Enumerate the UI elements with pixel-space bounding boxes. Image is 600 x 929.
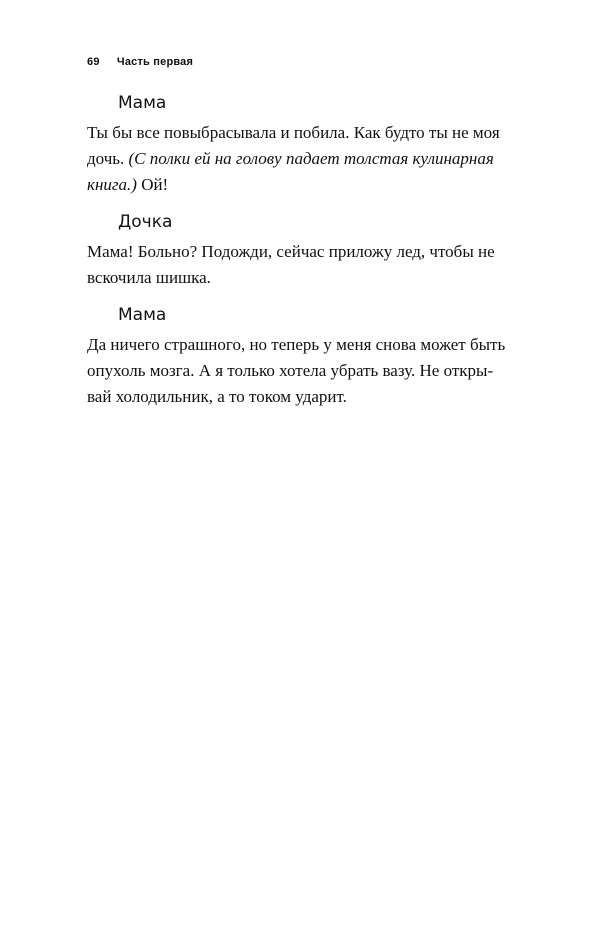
running-head: [87, 56, 193, 68]
dialogue-line: [87, 332, 517, 358]
speaker-name: Дочка: [118, 212, 173, 232]
dialogue-line: [87, 265, 517, 291]
dialogue-line: [87, 120, 517, 146]
stage-direction: (С полки ей на голову падает толстая кулинарная: [128, 149, 494, 168]
speaker-name: Мама: [118, 93, 167, 113]
dialogue-text: Ой!: [136, 175, 169, 194]
stage-direction: книга.): [87, 175, 137, 194]
dialogue-block-2: [87, 209, 517, 291]
page-body: [87, 90, 517, 421]
dialogue-text: вскочила шишка.: [87, 268, 211, 287]
dialogue-line: [87, 146, 517, 172]
dialogue-text: вай холодильник, а то током ударит.: [87, 387, 347, 406]
dialogue-text: опухоль мозга. А я только хотела убрать вазу. Не откры-: [87, 361, 494, 380]
section-title: Часть первая: [116, 56, 194, 68]
dialogue-line: [87, 239, 517, 265]
dialogue-line: [87, 358, 517, 384]
dialogue-text: дочь.: [87, 149, 129, 168]
page-number: 69: [87, 56, 100, 68]
speaker-name: Мама: [118, 305, 167, 325]
dialogue-line: [87, 384, 517, 410]
dialogue-block-1: [87, 90, 517, 198]
dialogue-text: Ты бы все повыбрасывала и побила. Как будто ты не моя: [87, 123, 500, 142]
dialogue-block-3: [87, 302, 517, 410]
dialogue-text: Мама! Больно? Подожди, сейчас приложу лед, чтобы не: [87, 242, 495, 261]
dialogue-text: Да ничего страшного, но теперь у меня снова может быть: [87, 335, 506, 354]
dialogue-line: [87, 172, 517, 198]
